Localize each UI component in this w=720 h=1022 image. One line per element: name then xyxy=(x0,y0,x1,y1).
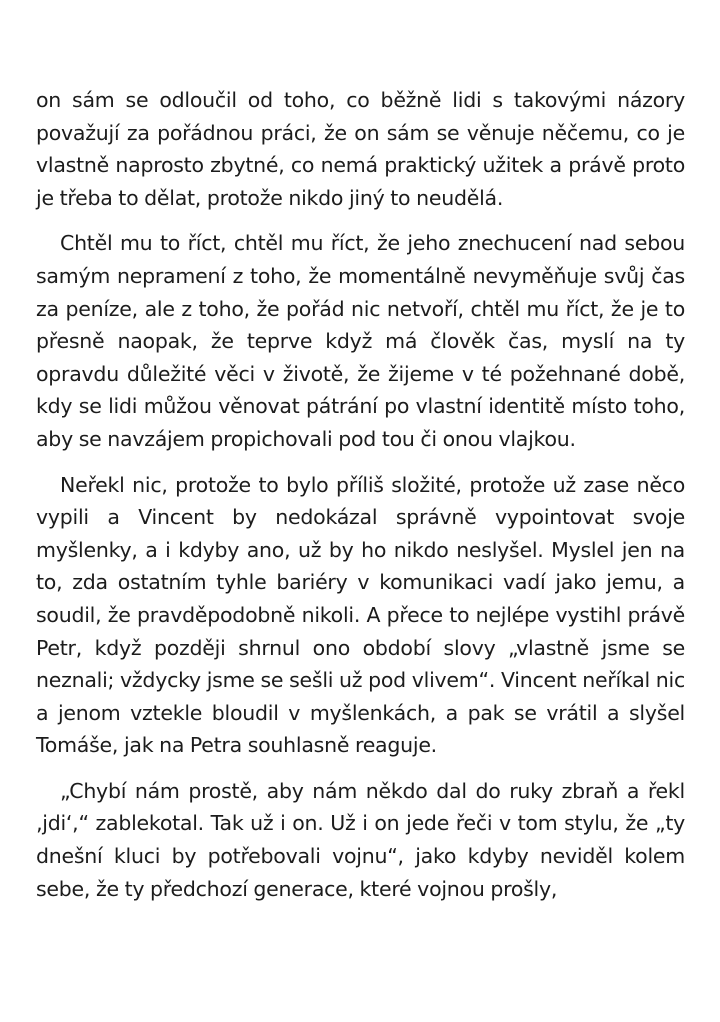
paragraph: „Chybí nám prostě, aby nám někdo dal do ruky zbraň a řekl ‚jdi‘,“ zablekotal. Tak už i on. Už i on jede řeči v tom stylu, že „ty dnešní kluci by potřebovali vojnu“, jako kdyby neviděl kolem sebe, že ty předchozí generace, které vojnou prošly, xyxy=(36,778,685,901)
paragraph: Chtěl mu to říct, chtěl mu říct, že jeho znechucení nad sebou samým nepramení z toho, že momentálně nevyměňuje svůj čas za peníze, ale z toho, že pořád nic netvoří, chtěl mu říct, že je to přesně naopak, že teprve když má člověk čas, myslí na ty opravdu důležité věci v životě, že žijeme v té požehnané době, kdy se lidi můžou věnovat pátrání po vlastní identitě místo toho, aby se navzájem propichovali pod tou či onou vlajkou. xyxy=(36,231,685,451)
document-page xyxy=(36,84,685,905)
paragraph: Neřekl nic, protože to bylo příliš složité, protože už zase něco vypili a Vincent by nedokázal správně vypointovat svoje myšlenky, a i kdyby ano, už by ho nikdo neslyšel. Myslel jen na to, zda ostatním tyhle bariéry v komunikaci vadí jako jemu, a soudil, že pravděpodobně nikoli. A přece to nejlépe vystihl právě Petr, když později shrnul ono období slovy „vlastně jsme se neznali; vždycky jsme se sešli už pod vlivem“. Vincent neříkal nic a jenom vztekle bloudil v myšlenkách, a pak se vrátil a slyšel Tomáše, jak na Petra souhlasně reaguje. xyxy=(36,472,685,758)
paragraph: on sám se odloučil od toho, co běžně lidi s takovými názory považují za pořádnou práci, že on sám se věnuje něčemu, co je vlastně naprosto zbytné, co nemá praktický užitek a právě proto je třeba to dělat, protože nikdo jiný to neudělá. xyxy=(36,88,685,210)
